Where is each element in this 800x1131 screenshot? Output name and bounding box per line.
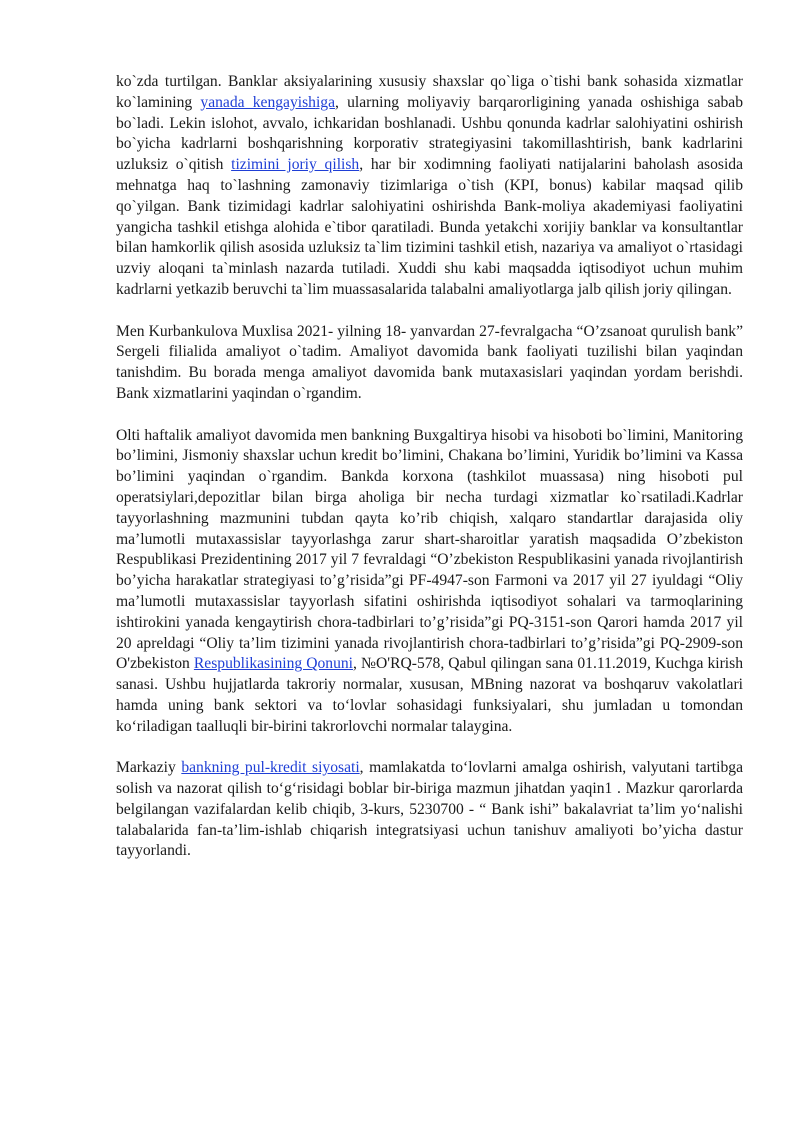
text-run: Markaziy xyxy=(116,759,182,777)
text-run: Men Kurbankulova Muxlisa 2021- yilning 18- yanvardan 27-fevralgacha “O’zsanoat qurulish bank” Sergeli filialida amaliyot o`tadim. Amaliyot davomida bank faoliyati tuzilishi bilan yaqindan tanishdim. Bu borada menga amaliyot davomida bank mutaxasislari yaqindan yordam berishdi. Bank xizmatlarini yaqindan o`rgandim. xyxy=(116,322,743,402)
text-run: , №O'RQ-578, Qabul qilingan sana 01.11.2019, Kuchga kirish sanasi. Ushbu hujjatlarda takroriy normalar, xususan, MBning nazorat va boshqaruv vakolatlari hamda uning bank sektori va to‘lovlar sohasidagi funksiyalari, shu jumladan u tomondan ko‘riladigan taalluqli bir-birini takrorlovchi normalar talaygina. xyxy=(116,655,744,735)
text-run: , har bir xodimning faoliyati natijalarini baholash asosida mehnatga haq to`lashning zamonaviy tizimlariga o`tish (KPI, bonus) kabilar maqsad qilib qo`yilgan. Bank tizimidagi kadrlar salohiyatini oshirishda Bank-moliya akademiyasi faoliyatini yangicha tashkil etishga alohida e`tibor qaratiladi. Bunda yetakchi xorijiy banklar va konsultantlar bilan hamkorlik qilish asosida uzluksiz ta`lim tizimini tashkil etish, nazariya va amaliyot o`rtasidagi uzviy aloqani ta`minlash nazarda tutiladi. Xuddi shu kabi maqsadda iqtisodiyot uchun muhim kadrlarni yetkazib beruvchi ta`lim muassasalarida talabalni amaliyotlarga jalb qilish joriy qilingan. xyxy=(116,156,743,298)
text-run: ko`zda turtilgan. Banklar aksiyalarining xususiy shaxslar qo`liga o`tishi bank sohasida xizmatlar ko`lamining xyxy=(116,73,743,111)
link-yanada-kengayishiga[interactable]: yanada kengayishiga xyxy=(200,93,336,111)
paragraph-internship-intro xyxy=(116,322,743,405)
text-run: , mamlakatda to‘lovlarni amalga oshirish, valyutani tartibga solish va nazorat qilish to‘g‘risidagi boblar bir-biriga mazmun jihatdan yaqin1 . Mazkur qarorlarda belgilangan vazifalardan kelib chiqib, 3-kurs, 5230700 - “ Bank ishi” bakalavriat ta’lim yo‘nalishi talabalarida fan-ta’lim-ishlab chiqarish integratsiyasi uchun tanishuv amaliyoti bo’yicha dastur tayyorlandi. xyxy=(116,759,743,860)
text-run: , ularning moliyaviy barqarorligining yanada oshishiga sabab bo`ladi. Lekin islohot, avvalo, ichkaridan boshlanadi. Ushbu qonunda kadrlar salohiyatini oshirish bo`yicha kadrlarni boshqarishning korporativ strategiyasini takomillashtirish, bank kadrlarini uzluksiz o`qitish xyxy=(116,93,744,174)
paragraph-central-bank xyxy=(116,758,743,862)
link-respublikasining-qonuni[interactable]: Respublikasining Qonuni xyxy=(193,655,354,673)
text-run: Olti haftalik amaliyot davomida men bankning Buxgaltirya hisobi va hisoboti bo`limini, Manitoring bo’limini, Jismoniy shaxslar uchun kredit bo’limini, Chakana bo’limini, Yuridik bo’limini va Kassa bo’limini yaqindan o`rgandim. Bankda korxona (tashkilot muassasa) ning hisoboti pul operatsiylari,depozitlar bilan birga aholiga bir necha turdagi xizmatlar ko`rsatiladi.Kadrlar tayyorlashning mazmunini tubdan qayta ko’rib chiqish, xalqaro standartlar darajasida oliy ma’lumotli mutaxassislar tayyorlashga zarur shart-sharoitlar yaratish maqsadida O’zbekiston Respublikasi Prezidentining 2017 yil 7 fevraldagi “O’zbekiston Respublikasini yanada rivojlantirish bo’yicha harakatlar strategiyasi to’g’risida”gi PF-4947-son Farmoni va 2017 yil 27 iyuldagi “Oliy ma’lumotli mutaxassislar tayyorlash sifatini oshirishda iqtisodiyot sohalari va tarmoqlarining ishtirokini yanada kengaytirish chora-tadbirlari to’g’risida”gi PQ-3151-son Qarori hamda 2017 yil 20 apreldagi “Oliy ta’lim tizimini yanada rivojlantirish chora-tadbirlari to’g’risida”gi PQ-2909-son O'zbekiston xyxy=(116,426,743,673)
link-pul-kredit-siyosati[interactable]: bankning pul-kredit siyosati xyxy=(181,759,360,777)
document-page xyxy=(116,72,743,883)
paragraph-bank-reform xyxy=(116,72,743,301)
link-tizimini-joriy-qilish[interactable]: tizimini joriy qilish xyxy=(231,156,360,174)
paragraph-internship-departments xyxy=(116,426,743,738)
